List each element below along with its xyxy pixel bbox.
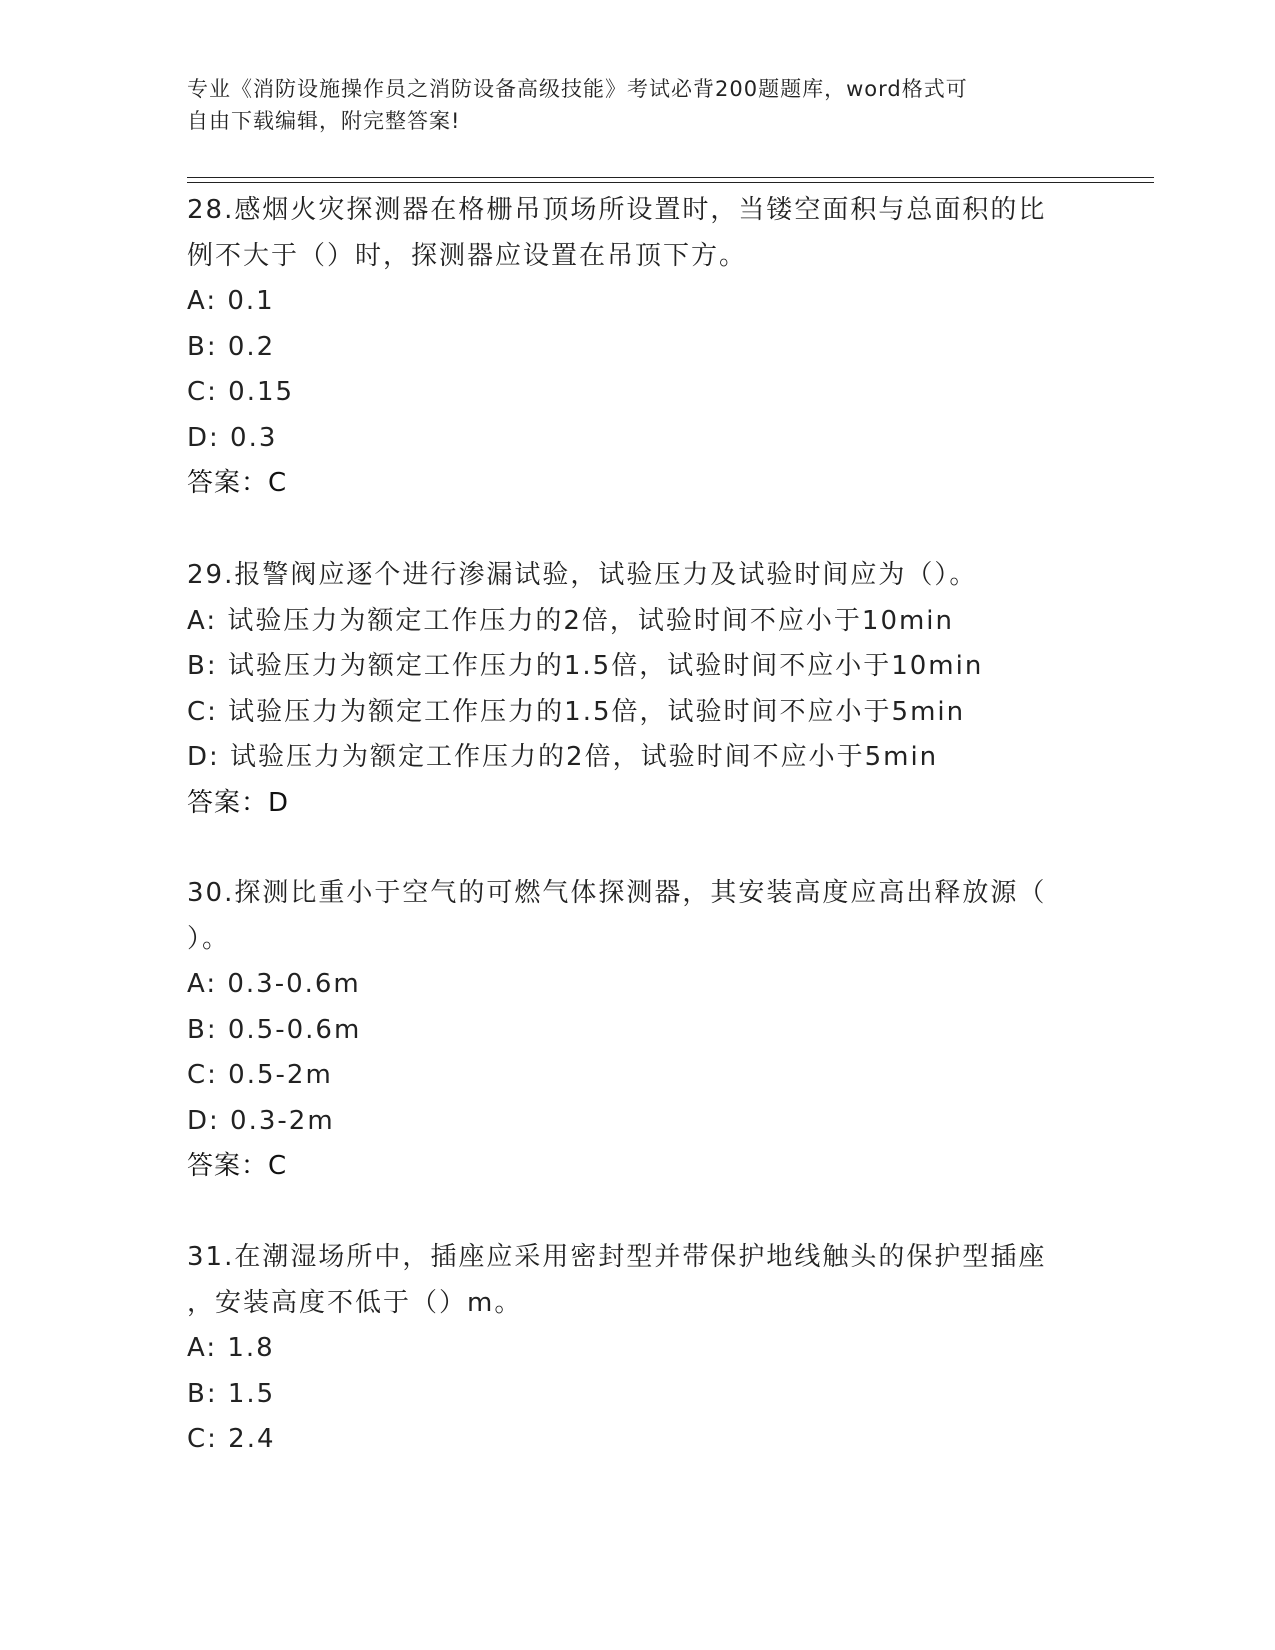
answer: 答案：D xyxy=(187,787,290,818)
option-a: A: 1.8 xyxy=(187,1333,275,1363)
option-c: C: 0.5-2m xyxy=(187,1060,333,1090)
header-line-1: 专业《消防设施操作员之消防设备高级技能》考试必背200题题库，word格式可 xyxy=(187,77,968,101)
question-stem-line: 30.探测比重小于空气的可燃气体探测器，其安装高度应高出释放源（ xyxy=(187,878,1047,908)
question-stem-line: ）。 xyxy=(187,923,231,954)
option-d: D: 试验压力为额定工作压力的2倍，试验时间不应小于5min xyxy=(187,742,939,772)
option-a: A: 试验压力为额定工作压力的2倍，试验时间不应小于10min xyxy=(187,605,955,636)
question-stem-line: 31.在潮湿场所中，插座应采用密封型并带保护地线触头的保护型插座 xyxy=(187,1242,1047,1272)
option-c: C: 0.15 xyxy=(187,377,295,407)
option-c: C: 试验压力为额定工作压力的1.5倍，试验时间不应小于5min xyxy=(187,696,966,727)
question-31 xyxy=(187,1235,1087,1463)
option-b: B: 0.5-0.6m xyxy=(187,1014,362,1045)
question-stem-line: 例不大于（）时，探测器应设置在吊顶下方。 xyxy=(187,240,748,271)
header-line-2: 自由下载编辑，附完整答案! xyxy=(187,109,461,133)
question-29 xyxy=(187,553,1087,826)
option-a: A: 0.1 xyxy=(187,286,275,316)
answer: 答案：C xyxy=(187,468,288,498)
header-divider-bottom xyxy=(187,182,1154,183)
question-stem-line: ，安装高度不低于（）m。 xyxy=(187,1287,523,1318)
option-b: B: 1.5 xyxy=(187,1378,276,1409)
option-c: C: 2.4 xyxy=(187,1424,276,1454)
header-divider-top xyxy=(187,177,1154,178)
option-d: D: 0.3 xyxy=(187,422,278,453)
option-a: A: 0.3-0.6m xyxy=(187,969,361,999)
answer: 答案：C xyxy=(187,1151,288,1181)
document-header xyxy=(187,73,1087,137)
question-stem-line: 28.感烟火灾探测器在格栅吊顶场所设置时，当镂空面积与总面积的比 xyxy=(187,195,1047,225)
option-b: B: 试验压力为额定工作压力的1.5倍，试验时间不应小于10min xyxy=(187,651,984,681)
question-30 xyxy=(187,871,1087,1190)
option-b: B: 0.2 xyxy=(187,331,276,362)
question-28 xyxy=(187,188,1087,507)
question-stem-line: 29.报警阀应逐个进行渗漏试验，试验压力及试验时间应为（）。 xyxy=(187,560,978,590)
option-d: D: 0.3-2m xyxy=(187,1105,335,1136)
